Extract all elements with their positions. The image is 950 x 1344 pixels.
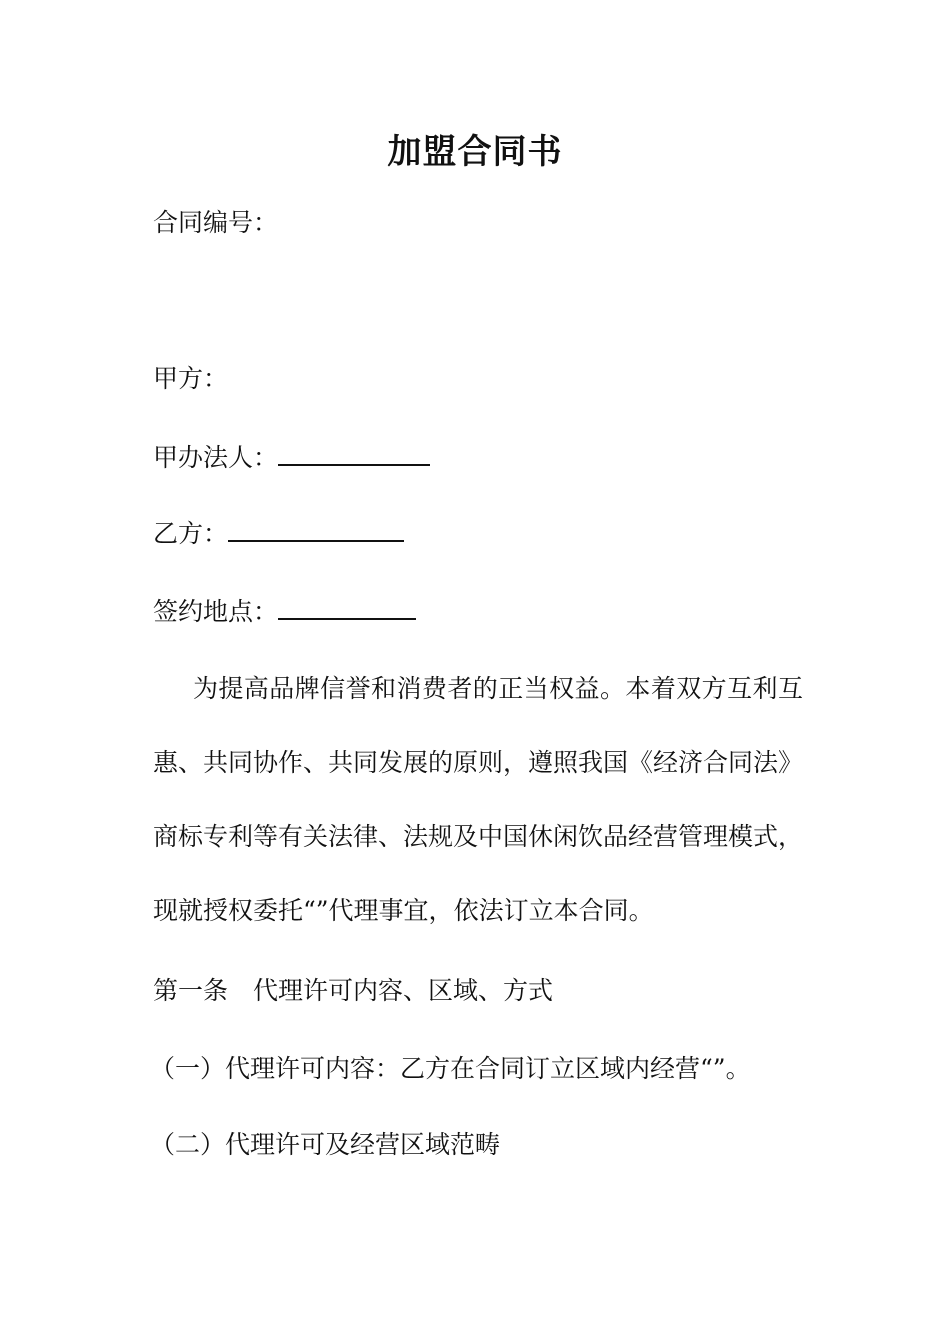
party-a-line (153, 362, 228, 396)
party-a-legal-label: 甲办法人： (153, 443, 279, 472)
party-b-blank (228, 516, 404, 542)
party-b-line (153, 516, 404, 551)
party-a-legal-line (153, 440, 430, 475)
clause-1: （一）代理许可内容：乙方在合同订立区域内经营“”。 (150, 1054, 751, 1083)
party-a-legal-blank (278, 440, 430, 466)
signing-place-line (153, 594, 416, 629)
party-b-label: 乙方： (153, 519, 229, 548)
contract-number-line (153, 206, 278, 240)
signing-place-blank (278, 594, 416, 620)
clause-2: （二）代理许可及经营区域范畴 (150, 1130, 501, 1159)
article-1-heading: 第一条 代理许可内容、区域、方式 (153, 976, 554, 1005)
party-a-label: 甲方： (153, 364, 229, 393)
intro-paragraph: 为提高品牌信誉和消费者的正当权益。本着双方互利互惠、共同协作、共同发展的原则，遵照我国《经济合同法》商标专利等有关法律、法规及中国休闲饮品经营管理模式，现就授权委托“”代理事宜，依法订立本合同。 (153, 674, 804, 925)
document-title: 加盟合同书 (387, 132, 563, 172)
signing-place-label: 签约地点： (153, 597, 279, 626)
contract-number-label: 合同编号： (153, 208, 279, 237)
